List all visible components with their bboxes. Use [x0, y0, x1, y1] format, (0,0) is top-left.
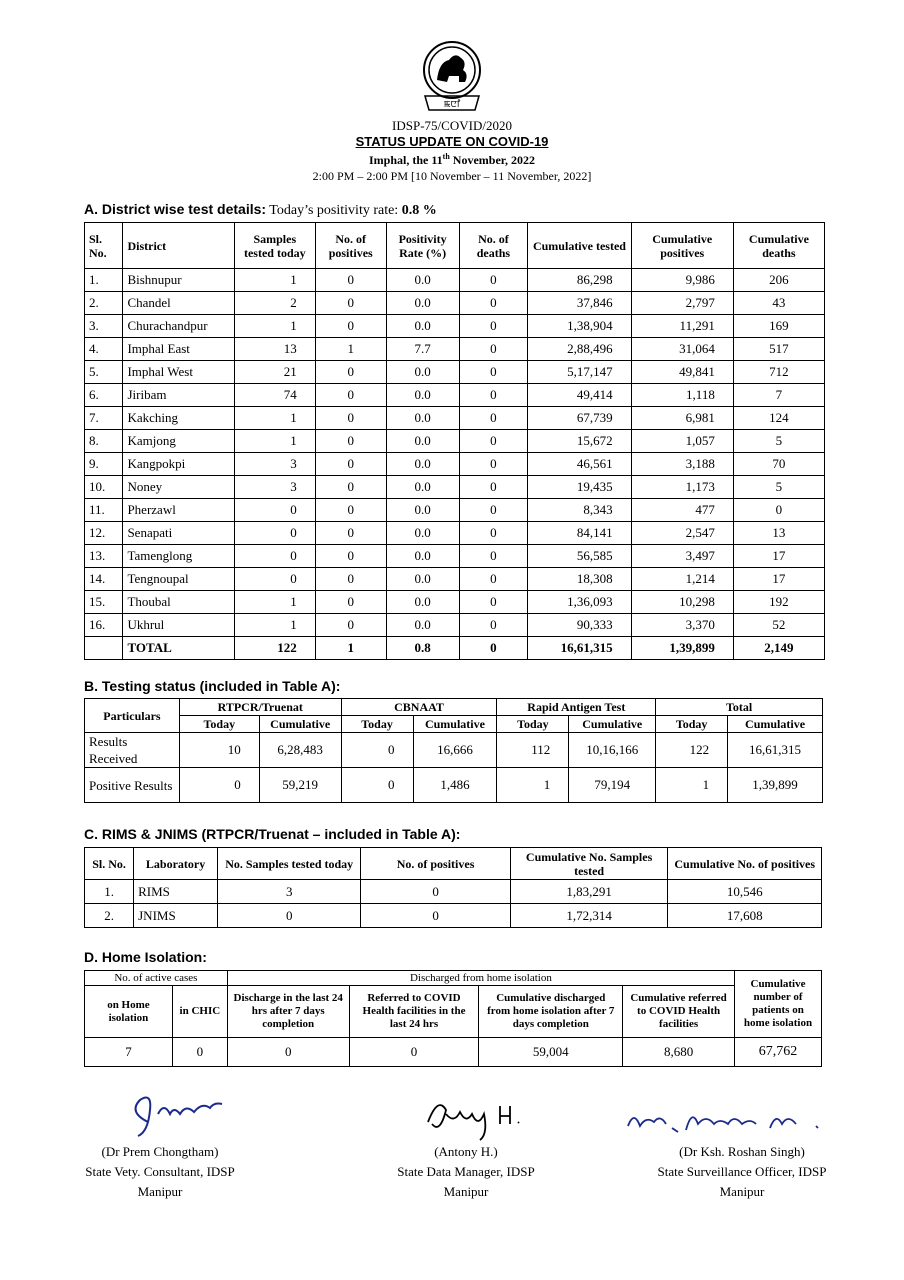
table-row — [85, 407, 825, 430]
table-cell: 49,841 — [631, 361, 733, 384]
table-cell: 56,585 — [528, 545, 631, 568]
table-cell: 0 — [459, 384, 528, 407]
table-cell: 0 — [459, 522, 528, 545]
table-cell: 0 — [361, 904, 510, 928]
time-range: 2:00 PM – 2:00 PM [10 November – 11 November, 2022] — [312, 169, 592, 183]
table-row — [85, 476, 825, 499]
table-cell: 3,188 — [631, 453, 733, 476]
table-cell: 13 — [234, 338, 315, 361]
table-cell: 1,057 — [631, 430, 733, 453]
table-cell: 13. — [85, 545, 123, 568]
col-cum-deaths: Cumulative deaths — [733, 223, 824, 269]
table-row — [85, 545, 825, 568]
group-discharged: Discharged from home isolation — [227, 971, 734, 986]
table-cell: 37,846 — [528, 292, 631, 315]
table-cell: 10,298 — [631, 591, 733, 614]
table-cell: 0 — [234, 522, 315, 545]
table-cell: 0 — [315, 453, 386, 476]
col-samples-today: Samples tested today — [234, 223, 315, 269]
table-cell: Chandel — [123, 292, 234, 315]
table-cell: 0.0 — [386, 614, 459, 637]
table-cell: 0.0 — [386, 269, 459, 292]
table-cell: 0.0 — [386, 476, 459, 499]
table-cell: 12. — [85, 522, 123, 545]
signatory-title: State Data Manager, IDSP — [397, 1164, 535, 1179]
col-chic: in CHIC — [172, 986, 227, 1038]
table-cell: 0 — [234, 499, 315, 522]
table-cell: 2,547 — [631, 522, 733, 545]
table-cell: 6,28,483 — [259, 733, 341, 768]
table-cell: 0.0 — [386, 384, 459, 407]
table-cell: 3,370 — [631, 614, 733, 637]
table-cell: 0 — [459, 637, 528, 660]
home-isolation-table — [84, 970, 822, 1067]
table-cell: 0.0 — [386, 545, 459, 568]
table-cell: 1,39,899 — [631, 637, 733, 660]
table-cell: 2,797 — [631, 292, 733, 315]
signatory-1 — [40, 1142, 280, 1202]
table-cell: 0 — [315, 292, 386, 315]
col-cum-positives: Cumulative No. of positives — [668, 848, 822, 880]
table-cell: 1,38,904 — [528, 315, 631, 338]
sub-today: Today — [341, 716, 413, 733]
table-cell: 1 — [234, 315, 315, 338]
table-row — [85, 591, 825, 614]
table-cell: 0.0 — [386, 453, 459, 476]
signatory-3 — [612, 1142, 872, 1202]
table-row — [85, 453, 825, 476]
col-cum-discharged: Cumulative discharged from home isolation after 7 days completion — [479, 986, 623, 1038]
table-cell: 1 — [315, 637, 386, 660]
table-cell: 3 — [234, 476, 315, 499]
table-cell — [85, 637, 123, 660]
table-cell: 21 — [234, 361, 315, 384]
table-cell: 0.0 — [386, 522, 459, 545]
table-cell: 9. — [85, 453, 123, 476]
table-cell: 5,17,147 — [528, 361, 631, 384]
table-cell: 1,173 — [631, 476, 733, 499]
table-cell: 0 — [459, 315, 528, 338]
signatory-title: State Vety. Consultant, IDSP — [85, 1164, 235, 1179]
table-cell: 52 — [733, 614, 824, 637]
table-row — [85, 338, 825, 361]
col-samples-today: No. Samples tested today — [218, 848, 361, 880]
table-cell: 10,16,166 — [569, 733, 656, 768]
table-cell: 46,561 — [528, 453, 631, 476]
table-cell: 0 — [459, 292, 528, 315]
signatory-name: (Dr Prem Chongtham) — [101, 1144, 219, 1159]
table-cell: 17,608 — [668, 904, 822, 928]
signatory-title: State Surveillance Officer, IDSP — [657, 1164, 827, 1179]
table-cell: 16,61,315 — [528, 637, 631, 660]
signature-antony — [418, 1094, 538, 1144]
table-cell: 192 — [733, 591, 824, 614]
table-cell: 124 — [733, 407, 824, 430]
col-sl-no: Sl. No. — [85, 223, 123, 269]
table-cell: 7.7 — [386, 338, 459, 361]
table-cell: 477 — [631, 499, 733, 522]
table-cell: Tamenglong — [123, 545, 234, 568]
table-cell: 74 — [234, 384, 315, 407]
sub-cumulative: Cumulative — [569, 716, 656, 733]
table-cell: 0.0 — [386, 407, 459, 430]
table-cell: 0.0 — [386, 568, 459, 591]
table-cell: 0 — [459, 361, 528, 384]
table-cell: 1 — [315, 338, 386, 361]
table-cell: 1 — [234, 269, 315, 292]
group-total: Total — [656, 699, 823, 716]
table-cell: 6,981 — [631, 407, 733, 430]
table-cell: Senapati — [123, 522, 234, 545]
table-row — [85, 733, 823, 768]
table-cell: 0 — [459, 499, 528, 522]
table-cell: 5 — [733, 476, 824, 499]
col-cum-referred: Cumulative referred to COVID Health facilities — [623, 986, 735, 1038]
table-cell: 2,88,496 — [528, 338, 631, 361]
table-cell: 59,219 — [259, 768, 341, 803]
table-cell: 1,36,093 — [528, 591, 631, 614]
table-cell: 0.0 — [386, 315, 459, 338]
table-cell: 1 — [234, 430, 315, 453]
table-cell: 2,149 — [733, 637, 824, 660]
table-cell: RIMS — [134, 880, 218, 904]
group-rat: Rapid Antigen Test — [497, 699, 656, 716]
table-cell: 17 — [733, 545, 824, 568]
table-cell: 0 — [315, 614, 386, 637]
table-row — [85, 614, 825, 637]
table-cell: 86,298 — [528, 269, 631, 292]
table-cell: 1,118 — [631, 384, 733, 407]
table-cell: 9,986 — [631, 269, 733, 292]
table-row — [85, 499, 825, 522]
table-cell: 1,72,314 — [510, 904, 668, 928]
signatory-name: (Antony H.) — [434, 1144, 498, 1159]
section-c-title: C. RIMS & JNIMS (RTPCR/Truenat – included in Table A): — [84, 826, 461, 842]
table-row — [85, 768, 823, 803]
table-cell: 712 — [733, 361, 824, 384]
signatory-place: Manipur — [137, 1184, 183, 1199]
table-cell: 67,739 — [528, 407, 631, 430]
table-cell: JNIMS — [134, 904, 218, 928]
table-cell: 3,497 — [631, 545, 733, 568]
table-cell: 4. — [85, 338, 123, 361]
total-row — [85, 637, 825, 660]
table-cell: Kangpokpi — [123, 453, 234, 476]
table-cell: 0.0 — [386, 499, 459, 522]
table-row — [85, 430, 825, 453]
table-cell: 0 — [218, 904, 361, 928]
table-cell: Kamjong — [123, 430, 234, 453]
section-a-title: A. District wise test details: Today’s positivity rate: 0.8 % — [84, 201, 437, 218]
table-cell: 19,435 — [528, 476, 631, 499]
signature-roshan — [620, 1100, 840, 1140]
table-cell: 1 — [234, 614, 315, 637]
table-cell: 90,333 — [528, 614, 631, 637]
col-cum-tested: Cumulative tested — [528, 223, 631, 269]
table-cell: 1,486 — [413, 768, 497, 803]
col-discharge-24h: Discharge in the last 24 hrs after 7 days completion — [227, 986, 349, 1038]
table-cell: 0 — [315, 384, 386, 407]
table-cell: 1,83,291 — [510, 880, 668, 904]
table-cell: 206 — [733, 269, 824, 292]
signatory-name: (Dr Ksh. Roshan Singh) — [679, 1144, 805, 1159]
table-cell: 2 — [234, 292, 315, 315]
table-cell: 122 — [234, 637, 315, 660]
table-cell: Bishnupur — [123, 269, 234, 292]
table-cell: Ukhrul — [123, 614, 234, 637]
signature-prem — [118, 1092, 228, 1140]
district-test-table — [84, 222, 825, 660]
rims-jnims-table — [84, 847, 822, 928]
table-row — [85, 315, 825, 338]
state-emblem — [419, 40, 485, 114]
table-cell: 2. — [85, 292, 123, 315]
table-cell: 0.0 — [386, 430, 459, 453]
table-cell: 79,194 — [569, 768, 656, 803]
table-cell: Jiribam — [123, 384, 234, 407]
col-referred-24h: Referred to COVID Health facilities in the last 24 hrs — [349, 986, 479, 1038]
table-cell: 0 — [459, 407, 528, 430]
table-cell: 1 — [234, 407, 315, 430]
table-cell: 10 — [179, 733, 259, 768]
table-cell: 0 — [315, 407, 386, 430]
table-cell: 8,343 — [528, 499, 631, 522]
table-cell: 7 — [733, 384, 824, 407]
table-cell: 1,39,899 — [728, 768, 823, 803]
table-row — [85, 568, 825, 591]
table-cell: 3. — [85, 315, 123, 338]
sub-today: Today — [179, 716, 259, 733]
table-cell: Tengnoupal — [123, 568, 234, 591]
table-cell: 0 — [361, 880, 510, 904]
table-cell: 0 — [315, 315, 386, 338]
row-label: Positive Results — [85, 768, 180, 803]
col-particulars: Particulars — [85, 699, 180, 733]
table-cell: 0 — [234, 545, 315, 568]
table-cell: 517 — [733, 338, 824, 361]
table-row — [85, 904, 822, 928]
table-cell: 16,61,315 — [728, 733, 823, 768]
col-positives: No. of positives — [315, 223, 386, 269]
table-row — [85, 269, 825, 292]
table-cell: 0 — [315, 361, 386, 384]
table-cell: 10. — [85, 476, 123, 499]
table-cell: 0.0 — [386, 361, 459, 384]
table-cell: 112 — [497, 733, 569, 768]
table-cell: 0 — [459, 476, 528, 499]
table-cell: 0 — [459, 338, 528, 361]
table-cell: 0 — [341, 733, 413, 768]
table-cell: 1,214 — [631, 568, 733, 591]
sub-cumulative: Cumulative — [728, 716, 823, 733]
row-label: Results Received — [85, 733, 180, 768]
home-isolation-values-row: 7 0 0 0 59,004 8,680 67,762 — [85, 1038, 822, 1067]
section-d-title: D. Home Isolation: — [84, 949, 207, 965]
signatory-place: Manipur — [443, 1184, 489, 1199]
table-cell: TOTAL — [123, 637, 234, 660]
group-active-cases: No. of active cases — [85, 971, 228, 986]
col-positives: No. of positives — [361, 848, 510, 880]
sub-today: Today — [656, 716, 728, 733]
table-cell: 0 — [459, 269, 528, 292]
col-cumulative-home-isolation: Cumulative number of patients on home isolation — [735, 971, 822, 1038]
table-cell: 0 — [315, 269, 386, 292]
table-cell: 0 — [459, 568, 528, 591]
signatory-2 — [346, 1142, 586, 1202]
table-cell: 11,291 — [631, 315, 733, 338]
table-cell: 1 — [497, 768, 569, 803]
table-cell: 17 — [733, 568, 824, 591]
col-home-isolation: on Home isolation — [85, 986, 173, 1038]
svg-text:ꯃꯅꯤ: ꯃꯅꯤ — [443, 100, 461, 110]
table-cell: Churachandpur — [123, 315, 234, 338]
col-district: District — [123, 223, 234, 269]
table-row — [85, 522, 825, 545]
table-cell: 0 — [315, 591, 386, 614]
table-cell: 2. — [85, 904, 134, 928]
group-cbnaat: CBNAAT — [341, 699, 497, 716]
table-cell: 15. — [85, 591, 123, 614]
table-cell: 0 — [234, 568, 315, 591]
signatory-place: Manipur — [719, 1184, 765, 1199]
table-cell: 0 — [459, 614, 528, 637]
table-cell: 5. — [85, 361, 123, 384]
table-cell: Imphal East — [123, 338, 234, 361]
table-cell: 15,672 — [528, 430, 631, 453]
table-cell: 122 — [656, 733, 728, 768]
document-code: IDSP-75/COVID/2020 — [392, 118, 512, 133]
sub-cumulative: Cumulative — [259, 716, 341, 733]
col-sl-no: Sl. No. — [85, 848, 134, 880]
table-cell: Kakching — [123, 407, 234, 430]
place-date: Imphal, the 11th November, 2022 — [368, 152, 536, 167]
table-cell: 43 — [733, 292, 824, 315]
table-cell: Imphal West — [123, 361, 234, 384]
table-cell: 1 — [656, 768, 728, 803]
table-cell: 7. — [85, 407, 123, 430]
table-cell: 10,546 — [668, 880, 822, 904]
table-cell: 0 — [315, 545, 386, 568]
table-cell: 70 — [733, 453, 824, 476]
table-cell: 11. — [85, 499, 123, 522]
table-row — [85, 880, 822, 904]
table-cell: 0 — [315, 430, 386, 453]
table-cell: 31,064 — [631, 338, 733, 361]
table-cell: 0.8 — [386, 637, 459, 660]
table-cell: 3 — [234, 453, 315, 476]
table-cell: 5 — [733, 430, 824, 453]
table-cell: 1 — [234, 591, 315, 614]
group-rtpcr: RTPCR/Truenat — [179, 699, 341, 716]
table-cell: 0 — [459, 453, 528, 476]
table-cell: 0 — [459, 545, 528, 568]
table-cell: 1. — [85, 269, 123, 292]
table-cell: 8. — [85, 430, 123, 453]
table-row — [85, 384, 825, 407]
sub-cumulative: Cumulative — [413, 716, 497, 733]
table-cell: 18,308 — [528, 568, 631, 591]
table-cell: 3 — [218, 880, 361, 904]
table-cell: 0 — [179, 768, 259, 803]
col-deaths: No. of deaths — [459, 223, 528, 269]
table-cell: Pherzawl — [123, 499, 234, 522]
table-cell: 13 — [733, 522, 824, 545]
table-cell: 0 — [315, 568, 386, 591]
table-cell: 1. — [85, 880, 134, 904]
table-cell: 0 — [459, 430, 528, 453]
table-cell: 16,666 — [413, 733, 497, 768]
document-title: STATUS UPDATE ON COVID-19 — [355, 134, 549, 149]
section-b-title: B. Testing status (included in Table A): — [84, 678, 341, 694]
table-cell: 0 — [315, 522, 386, 545]
table-cell: 84,141 — [528, 522, 631, 545]
table-cell: 16. — [85, 614, 123, 637]
col-laboratory: Laboratory — [134, 848, 218, 880]
table-cell: 0.0 — [386, 292, 459, 315]
col-positivity-rate: Positivity Rate (%) — [386, 223, 459, 269]
table-cell: Noney — [123, 476, 234, 499]
table-row — [85, 292, 825, 315]
sub-today: Today — [497, 716, 569, 733]
col-cum-samples: Cumulative No. Samples tested — [510, 848, 668, 880]
table-cell: 0 — [733, 499, 824, 522]
table-cell: 0.0 — [386, 591, 459, 614]
table-cell: 0 — [341, 768, 413, 803]
table-cell: 169 — [733, 315, 824, 338]
table-cell: 49,414 — [528, 384, 631, 407]
col-cum-positives: Cumulative positives — [631, 223, 733, 269]
table-row — [85, 361, 825, 384]
table-cell: 14. — [85, 568, 123, 591]
testing-status-table — [84, 698, 823, 803]
table-cell: 0 — [315, 476, 386, 499]
table-cell: Thoubal — [123, 591, 234, 614]
table-cell: 0 — [459, 591, 528, 614]
table-cell: 0 — [315, 499, 386, 522]
table-cell: 6. — [85, 384, 123, 407]
